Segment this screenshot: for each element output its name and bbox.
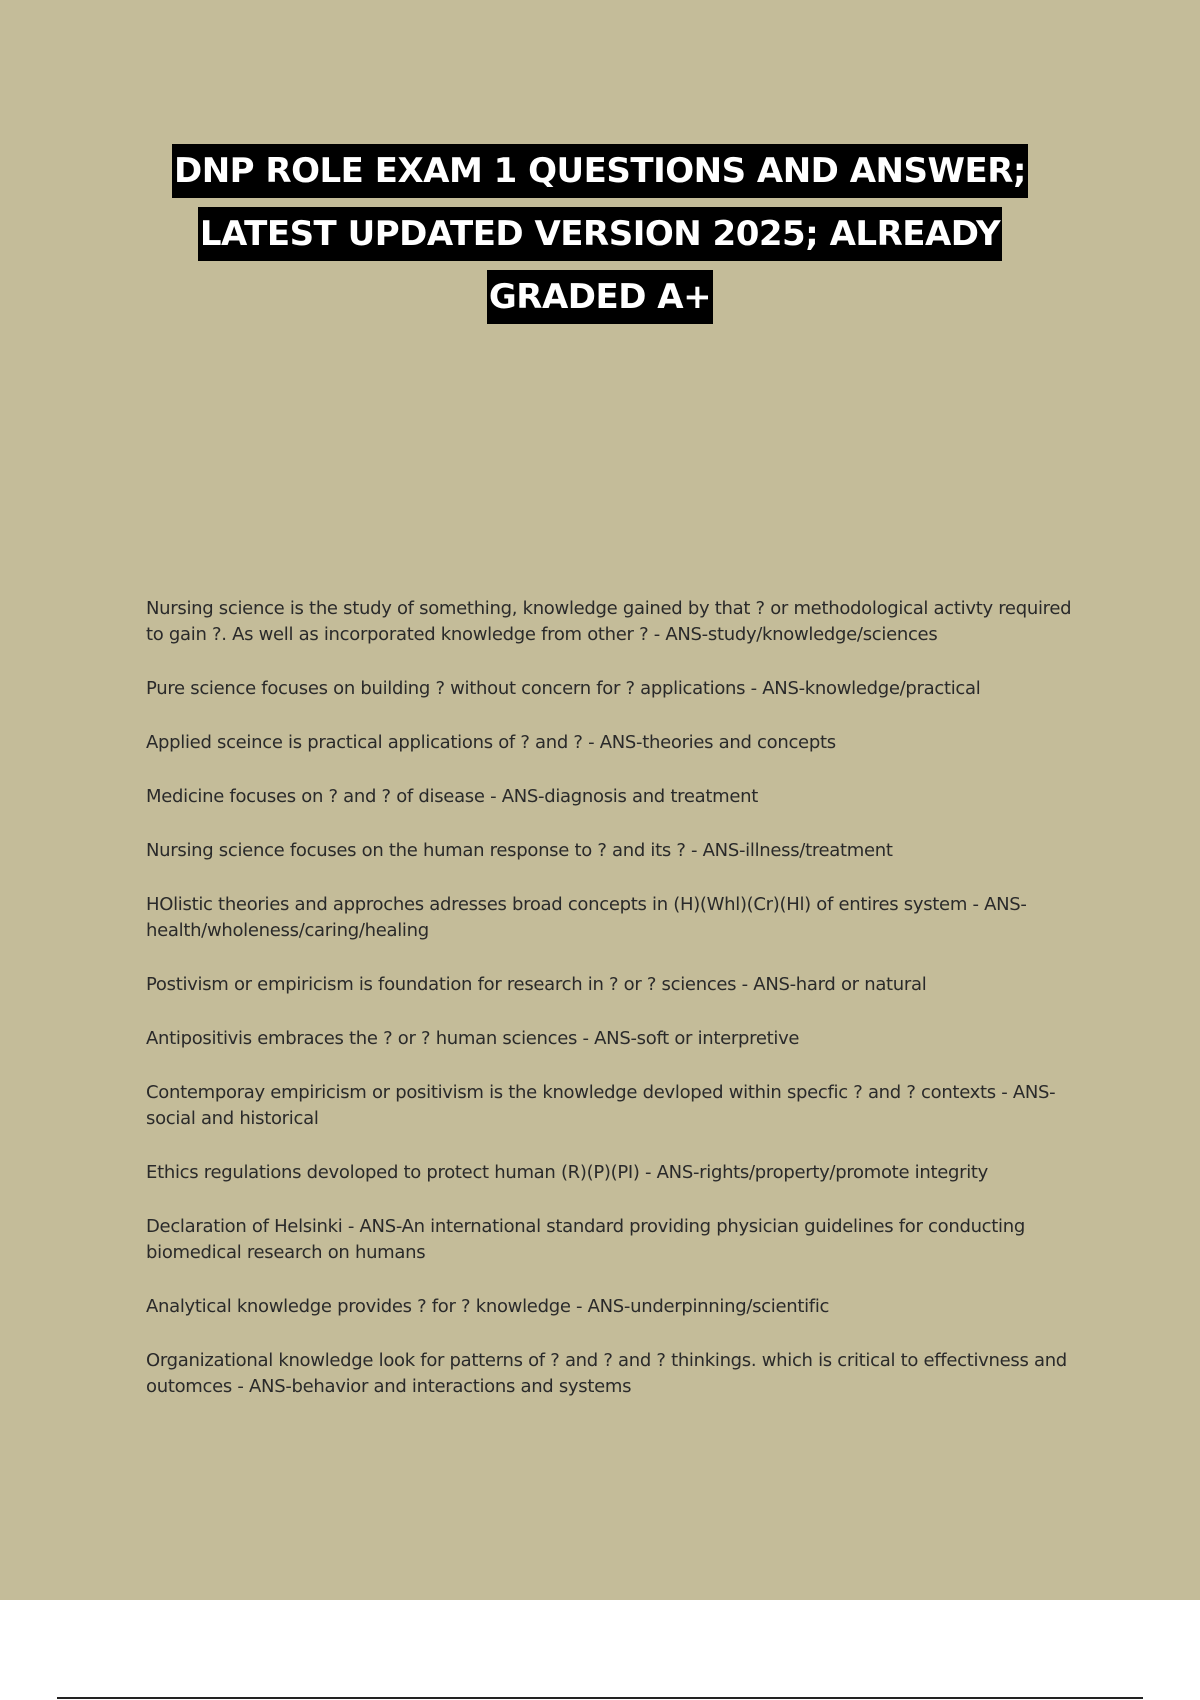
qa-item: Organizational knowledge look for patterns of ? and ? and ? thinkings. which is critical to effectivness and outomces - ANS-behavior and interactions and systems xyxy=(146,1350,1067,1397)
qa-item: Nursing science focuses on the human response to ? and its ? - ANS-illness/treatment xyxy=(146,840,893,861)
qa-item: Postivism or empiricism is foundation for research in ? or ? sciences - ANS-hard or natural xyxy=(146,974,927,995)
title-line-text: LATEST UPDATED VERSION 2025; ALREADY xyxy=(198,207,1002,261)
title-line xyxy=(0,270,1200,333)
qa-item: Contemporay empiricism or positivism is the knowledge devloped within specfic ? and ? contexts - ANS-social and historical xyxy=(146,1082,1056,1129)
qa-list xyxy=(146,596,1086,1428)
title-line-text: GRADED A+ xyxy=(487,270,713,324)
title-line-text: DNP ROLE EXAM 1 QUESTIONS AND ANSWER; xyxy=(172,144,1028,198)
document-title xyxy=(0,144,1200,333)
qa-item: HOlistic theories and approches adresses broad concepts in (H)(Whl)(Cr)(Hl) of entires system - ANS-health/wholeness/caring/healing xyxy=(146,894,1027,941)
qa-item: Declaration of Helsinki - ANS-An international standard providing physician guidelines for conducting biomedical research on humans xyxy=(146,1216,1025,1263)
title-line xyxy=(0,144,1200,207)
qa-item: Nursing science is the study of something, knowledge gained by that ? or methodological activty required to gain ?. As well as incorporated knowledge from other ? - ANS-study/knowledge/sciences xyxy=(146,598,1072,645)
footer-divider xyxy=(57,1697,1143,1699)
qa-item: Medicine focuses on ? and ? of disease - ANS-diagnosis and treatment xyxy=(146,786,758,807)
title-line xyxy=(0,207,1200,270)
qa-item: Analytical knowledge provides ? for ? knowledge - ANS-underpinning/scientific xyxy=(146,1296,830,1317)
qa-item: Pure science focuses on building ? without concern for ? applications - ANS-knowledge/practical xyxy=(146,678,981,699)
qa-item: Ethics regulations devoloped to protect human (R)(P)(PI) - ANS-rights/property/promote integrity xyxy=(146,1162,989,1183)
qa-item: Antipositivis embraces the ? or ? human sciences - ANS-soft or interpretive xyxy=(146,1028,800,1049)
qa-item: Applied sceince is practical applications of ? and ? - ANS-theories and concepts xyxy=(146,732,836,753)
